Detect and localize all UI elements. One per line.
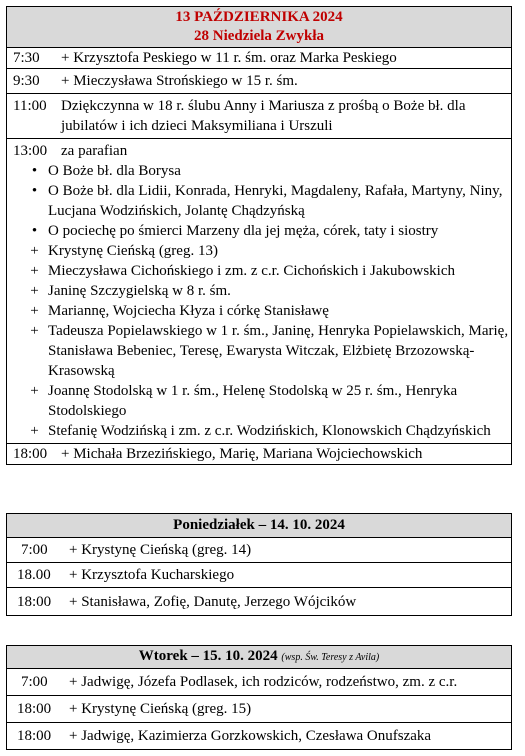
mass-row bbox=[7, 695, 511, 722]
mass-row bbox=[7, 587, 511, 615]
mass-time: 18:00 bbox=[17, 728, 52, 744]
mass-intention: + Michała Brzezińskiego, Marię, Mariana Wojciechowskich bbox=[61, 446, 423, 462]
tuesday-title: Wtorek – 15. 10. 2024 bbox=[138, 648, 278, 664]
monday-title: Poniedziałek – 14. 10. 2024 bbox=[173, 517, 345, 533]
intention-text: O Boże bł. dla Borysa bbox=[48, 163, 181, 179]
mass-row bbox=[7, 47, 511, 68]
intention-text: Stefanię Wodzińską i zm. z c.r. Wodzińskich, Klonowskich Chądzyńskich bbox=[48, 423, 491, 439]
intention-text: Krystynę Cieńską (greg. 13) bbox=[48, 243, 218, 259]
tuesday-note: (wsp. Św. Teresy z Avila) bbox=[281, 652, 380, 663]
list-item bbox=[21, 261, 511, 281]
plus-icon: + bbox=[30, 423, 39, 439]
mass-time: 18:00 bbox=[17, 701, 52, 717]
list-item bbox=[21, 321, 511, 381]
mass-intention: + Jadwigę, Kazimierza Gorzkowskich, Czesława Onufszaka bbox=[69, 728, 432, 744]
tuesday-header bbox=[7, 646, 511, 668]
bullet-icon: • bbox=[31, 183, 38, 199]
plus-icon: + bbox=[30, 383, 39, 399]
mass-time: 18.00 bbox=[17, 567, 51, 583]
mass-time: 18:00 bbox=[17, 594, 52, 610]
mass-time: 11:00 bbox=[13, 98, 47, 114]
plus-icon: + bbox=[30, 323, 39, 339]
mass-row bbox=[7, 68, 511, 93]
mass-time: 13:00 bbox=[13, 143, 48, 159]
mass-time: 7:30 bbox=[13, 50, 40, 66]
intention-list bbox=[7, 161, 511, 441]
mass-intention: + Jadwigę, Józefa Podlasek, ich rodziców, rodzeństwo, zm. z c.r. bbox=[69, 674, 458, 690]
intention-text: Tadeusza Popielawskiego w 1 r. śm., Janinę, Henryka Popielawskich, Marię, Stanisława Bebeniec, Teresę, Ewarysta Witczak, Elżbietę Brzozowską-Krasowską bbox=[48, 323, 509, 379]
tuesday-table bbox=[6, 645, 512, 750]
monday-header bbox=[7, 514, 511, 537]
intention-text: Joannę Stodolską w 1 r. śm., Helenę Stodolską w 25 r. śm., Henryka Stodolskiego bbox=[48, 383, 458, 419]
mass-intention: + Stanisława, Zofię, Danutę, Jerzego Wójcików bbox=[69, 594, 357, 610]
intention-text: O pociechę po śmierci Marzeny dla jej męża, córek, taty i siostry bbox=[48, 223, 439, 239]
mass-intention: + Mieczysława Strońskiego w 15 r. śm. bbox=[61, 73, 298, 89]
monday-table bbox=[6, 513, 512, 616]
list-item bbox=[21, 181, 511, 221]
list-item bbox=[21, 281, 511, 301]
plus-icon: + bbox=[30, 243, 39, 259]
sunday-header bbox=[7, 7, 511, 47]
intention-text: Janinę Szczygielską w 8 r. śm. bbox=[48, 283, 231, 299]
list-item bbox=[21, 161, 511, 181]
mass-time: 7:00 bbox=[21, 542, 48, 558]
plus-icon: + bbox=[30, 283, 39, 299]
list-item bbox=[21, 301, 511, 321]
mass-intention: + Krystynę Cieńską (greg. 15) bbox=[69, 701, 252, 717]
mass-row bbox=[7, 443, 511, 464]
plus-icon: + bbox=[30, 263, 39, 279]
list-item bbox=[21, 241, 511, 261]
parish-label: za parafian bbox=[61, 143, 128, 159]
mass-time: 18:00 bbox=[13, 446, 48, 462]
bullet-icon: • bbox=[31, 163, 38, 179]
mass-row bbox=[7, 722, 511, 749]
list-item bbox=[21, 221, 511, 241]
mass-intention: Dziękczynna w 18 r. ślubu Anny i Mariusza z prośbą o Boże bł. dla jubilatów i ich dzieci Maksymiliana i Urszuli bbox=[61, 98, 466, 134]
intention-text: Mieczysława Cichońskiego i zm. z c.r. Cichońskich i Jakubowskich bbox=[48, 263, 455, 279]
mass-row bbox=[7, 562, 511, 587]
mass-row bbox=[7, 668, 511, 695]
plus-icon: + bbox=[30, 303, 39, 319]
intention-text: Mariannę, Wojciecha Kłyza i córkę Stanisławę bbox=[48, 303, 329, 319]
parish-mass-row bbox=[7, 138, 511, 443]
mass-time: 7:00 bbox=[21, 674, 48, 690]
sunday-subtitle: 28 Niedziela Zwykła bbox=[194, 28, 324, 44]
mass-row bbox=[7, 537, 511, 562]
mass-time: 9:30 bbox=[13, 73, 40, 89]
sunday-title: 13 PAŹDZIERNIKA 2024 bbox=[175, 9, 343, 25]
list-item bbox=[21, 381, 511, 421]
mass-intention: + Krzysztofa Peskiego w 11 r. śm. oraz Marka Peskiego bbox=[61, 50, 397, 66]
bullet-icon: • bbox=[31, 223, 38, 239]
mass-intention: + Krzysztofa Kucharskiego bbox=[69, 567, 235, 583]
list-item bbox=[21, 421, 511, 441]
sunday-table bbox=[6, 6, 512, 465]
mass-row bbox=[7, 93, 511, 138]
intention-text: O Boże bł. dla Lidii, Konrada, Henryki, Magdaleny, Rafała, Martyny, Niny, Lucjana Wodzińskich, Jolantę Chądzyńską bbox=[48, 183, 503, 219]
mass-intention: + Krystynę Cieńską (greg. 14) bbox=[69, 542, 252, 558]
